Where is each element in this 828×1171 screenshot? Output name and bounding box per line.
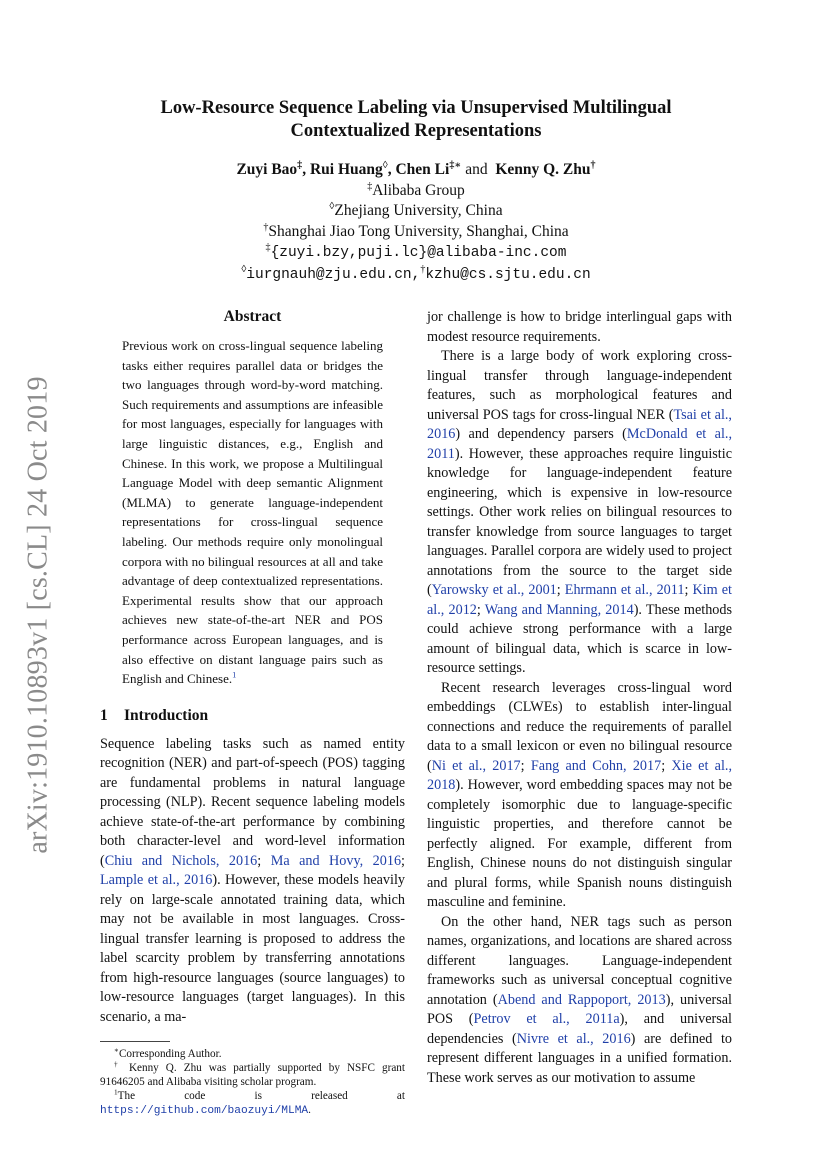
- footnote-divider: [100, 1041, 170, 1042]
- text-run: Recent research leverages cross-lingual word embeddings (CLWEs) to establish inter-lingual connections and reduce the requirements of parallel data to a small lexicon or even no bilingual resource (: [427, 679, 732, 774]
- text-run: ), and universal dependencies (: [427, 1011, 732, 1047]
- code-url-link[interactable]: https://github.com/baozuyi/MLMA: [100, 1105, 309, 1118]
- citation-link[interactable]: Kim et al., 2012: [427, 582, 732, 618]
- title-line-2: Contextualized Representations: [290, 121, 542, 141]
- citation-link[interactable]: McDonald et al., 2011: [427, 426, 732, 462]
- author-2: Rui Huang: [309, 161, 383, 178]
- email-line-1: [100, 242, 732, 264]
- author-4: Kenny Q. Zhu: [495, 161, 591, 178]
- left-column: [100, 308, 405, 1118]
- email-1-text: {zuyi.bzy,puji.lc}@alibaba-inc.com: [270, 245, 567, 261]
- footnote-3-text: The code is released at: [117, 1090, 405, 1103]
- author-1-mark: ‡: [297, 159, 303, 171]
- email-1-mark: ‡: [265, 241, 271, 253]
- text-run: There is a large body of work exploring cross-lingual transfer through language-independent features, such as morphological features and universal POS tags for cross-lingual NER (: [427, 348, 732, 423]
- citation-link[interactable]: Nivre et al., 2016: [516, 1030, 631, 1047]
- text-run: ). However, these models heavily rely on large-scale annotated training data, which may not be available in most languages. Cross-lingual transfer learning is proposed to address the label scarcity problem by transferring annotations from high-resource languages (source languages) to low-resource languages (target languages). In this scenario, a ma-: [100, 872, 406, 1025]
- author-3-mark: ‡∗: [449, 159, 462, 171]
- footnote-2: [100, 1061, 405, 1089]
- affiliation-1-mark: ‡: [367, 180, 373, 192]
- author-names: Zuyi Bao‡, Rui Huang◊, Chen Li‡∗ and Kenny Q. Zhu†: [236, 159, 596, 178]
- citation-link[interactable]: Xie et al., 2018: [427, 757, 733, 793]
- affiliation-1: [100, 181, 732, 202]
- text-run: ;: [661, 757, 672, 774]
- footnote-2-text: Kenny Q. Zhu was partially supported by NSFC grant 91646205 and Alibaba visiting scholar program.: [100, 1062, 405, 1089]
- email-2-text-a: iurgnauh@zju.edu.cn,: [246, 266, 421, 283]
- affiliation-3-text: Shanghai Jiao Tong University, Shanghai, China: [268, 222, 569, 240]
- author-4-mark: †: [590, 159, 596, 171]
- text-run: ;: [401, 852, 405, 869]
- text-run: ;: [257, 852, 271, 869]
- footnote-1-mark: ∗: [114, 1046, 119, 1055]
- footnote-1: [100, 1047, 405, 1061]
- intro-paragraph-1: [100, 735, 405, 1028]
- affiliation-2-mark: ◊: [329, 200, 335, 212]
- arxiv-sidebar: [8, 355, 70, 875]
- email-2-mark-b: †: [420, 263, 426, 275]
- author-3: Chen Li: [395, 161, 450, 178]
- text-run: ). These methods could achieve strong performance with a large amount of bilingual data, which is scarce in low-resource settings.: [427, 601, 733, 676]
- citation-link[interactable]: Abend and Rappoport, 2013: [497, 991, 666, 1008]
- text-run: ;: [556, 582, 565, 598]
- author-block: [100, 160, 732, 285]
- right-column: [427, 308, 732, 1088]
- email-2-text-b: kzhu@cs.sjtu.edu.cn: [425, 266, 591, 283]
- author-and: and: [465, 161, 488, 178]
- intro-paragraph-3: [427, 679, 732, 913]
- affiliation-2-text: Zhejiang University, China: [334, 202, 503, 219]
- section-number: 1: [100, 706, 108, 724]
- footnote-3-end: .: [308, 1104, 311, 1117]
- text-run: ;: [476, 601, 485, 618]
- text-run: On the other hand, NER tags such as person names, organizations, and locations are shared across different languages. Language-independent frameworks such as universal conceptual cognitive annotation (: [427, 913, 732, 1008]
- text-run: ). However, word embedding spaces may not be completely isomorphic due to language-specific linguistic properties, and therefore cannot be perfectly aligned. For example, different from English, Chinese nouns do not distinguish singular and plural forms, while Spanish nouns distinguish masculine and feminine.: [427, 777, 732, 910]
- abstract-text: [122, 336, 383, 689]
- affiliation-3-mark: †: [263, 221, 269, 233]
- email-line-2: [100, 264, 732, 286]
- abstract-footnote-mark[interactable]: 1: [232, 669, 237, 680]
- paper-title: [100, 97, 732, 143]
- citation-link[interactable]: Lample et al., 2016: [100, 872, 213, 889]
- citation-link[interactable]: Fang and Cohn, 2017: [530, 757, 662, 774]
- section-heading-introduction: [100, 707, 405, 725]
- section-title: Introduction: [124, 706, 209, 724]
- abstract-body: Previous work on cross-lingual sequence labeling tasks either requires parallel data or bridges the two languages through word-by-word matching. Such requirements and assumptions are infeasible for most languages, especially for languages with large linguistic distances, e.g., English and Chinese. In this work, we propose a Multilingual Language Model with deep semantic Alignment (MLMA) to generate language-independent representations for cross-lingual sequence labeling. Our methods require only monolingual corpora with no bilingual resources at all and take advantage of deep contextualized representations. Experimental results show that our approach achieves new state-of-the-art NER and POS performance across European languages, and is also effective on distant language pairs such as English and Chinese.: [122, 338, 383, 687]
- text-run: ) are defined to represent different languages in a unified formation. These work serves as our motivation to assume: [427, 1030, 732, 1086]
- footnote-2-mark: †: [114, 1060, 122, 1069]
- intro-paragraph-continued: jor challenge is how to bridge interlingual gaps with modest resource requirements.: [427, 309, 732, 345]
- author-1: Zuyi Bao: [236, 161, 298, 178]
- footnote-3: [100, 1089, 405, 1118]
- intro-paragraph-4: [427, 913, 732, 1089]
- citation-link[interactable]: Ehrmann et al., 2011: [564, 582, 685, 598]
- text-run: Sequence labeling tasks such as named entity recognition (NER) and part-of-speech (POS) tagging are fundamental problems in natural language processing (NLP). Recent sequence labeling models achieve state-of-the-art performance by combining both character-level and word-level information (: [100, 735, 405, 869]
- email-2-mark-a: ◊: [241, 263, 247, 275]
- title-line-1: Low-Resource Sequence Labeling via Unsupervised Multilingual: [160, 98, 672, 118]
- citation-link[interactable]: Ma and Hovy, 2016: [270, 852, 402, 869]
- abstract-heading: Abstract: [223, 308, 282, 325]
- text-run: ;: [520, 757, 531, 774]
- citation-link[interactable]: Wang and Manning, 2014: [484, 601, 634, 618]
- text-run: ;: [684, 582, 693, 598]
- citation-link[interactable]: Tsai et al., 2016: [427, 406, 732, 442]
- text-run: ). However, these approaches require linguistic knowledge for language-independent feature engineering, which is expensive in low-resource settings. Other work relies on bilingual resources to transfer knowledge from source languages to target languages. Parallel corpora are widely used to project annotations from the source to the target side (: [427, 445, 732, 598]
- footnote-1-text: Corresponding Author.: [118, 1048, 222, 1061]
- affiliation-2: [100, 201, 732, 222]
- footnote-3-mark: 1: [114, 1088, 118, 1097]
- author-2-mark: ◊: [382, 159, 388, 171]
- text-run: ) and dependency parsers (: [455, 426, 627, 442]
- citation-link[interactable]: Chiu and Nichols, 2016: [104, 852, 258, 869]
- text-run: ), universal POS (: [427, 991, 732, 1027]
- citation-link[interactable]: Yarowsky et al., 2001: [431, 582, 557, 598]
- citation-link[interactable]: Ni et al., 2017: [431, 757, 521, 774]
- affiliation-1-text: Alibaba Group: [372, 181, 465, 199]
- affiliation-3: [100, 222, 732, 243]
- citation-link[interactable]: Petrov et al., 2011a: [473, 1011, 620, 1027]
- arxiv-identifier: arXiv:1910.10893v1 [cs.CL] 24 Oct 2019: [23, 376, 54, 854]
- intro-paragraph-2: [427, 347, 732, 679]
